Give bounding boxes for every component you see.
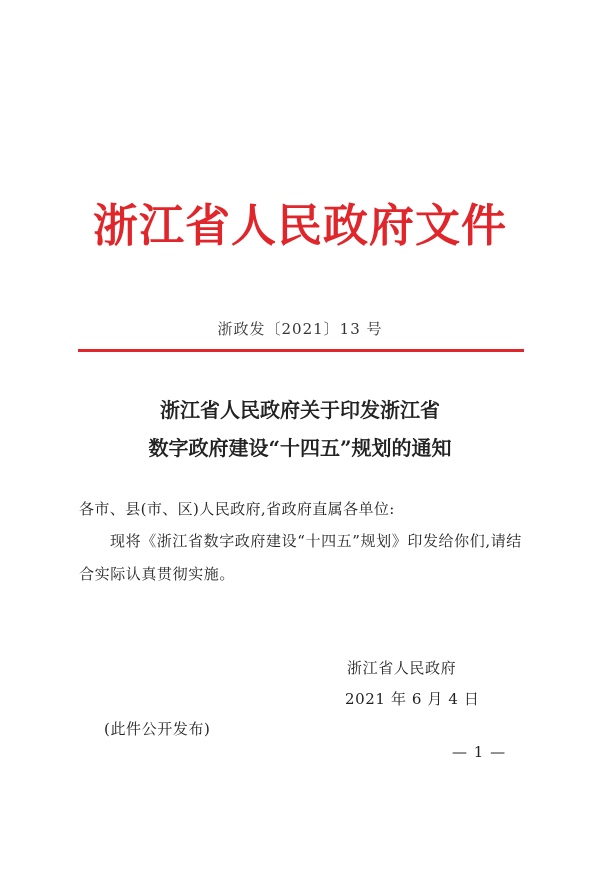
notice-heading-line-2: 数字政府建设“十四五”规划的通知 xyxy=(148,436,452,460)
document-number: 浙政发〔2021〕13 号 xyxy=(217,320,383,338)
salutation: 各市、县(市、区)人民政府,省政府直属各单位: xyxy=(79,500,395,518)
signature-date: 2021 年 6 月 4 日 xyxy=(345,690,480,708)
body-text-line-2: 合实际认真贯彻实施。 xyxy=(79,565,236,583)
signer-name: 浙江省人民政府 xyxy=(347,659,457,677)
notice-heading-line-1: 浙江省人民政府关于印发浙江省 xyxy=(160,398,440,422)
red-divider-line xyxy=(78,349,524,352)
page-number: — 1 — xyxy=(452,743,507,761)
issuer-title: 浙江省人民政府文件 xyxy=(92,199,507,252)
disclosure-note: (此件公开发布) xyxy=(104,720,211,738)
body-text-line-1: 现将《浙江省数字政府建设“十四五”规划》印发给你们,请结 xyxy=(110,532,522,550)
